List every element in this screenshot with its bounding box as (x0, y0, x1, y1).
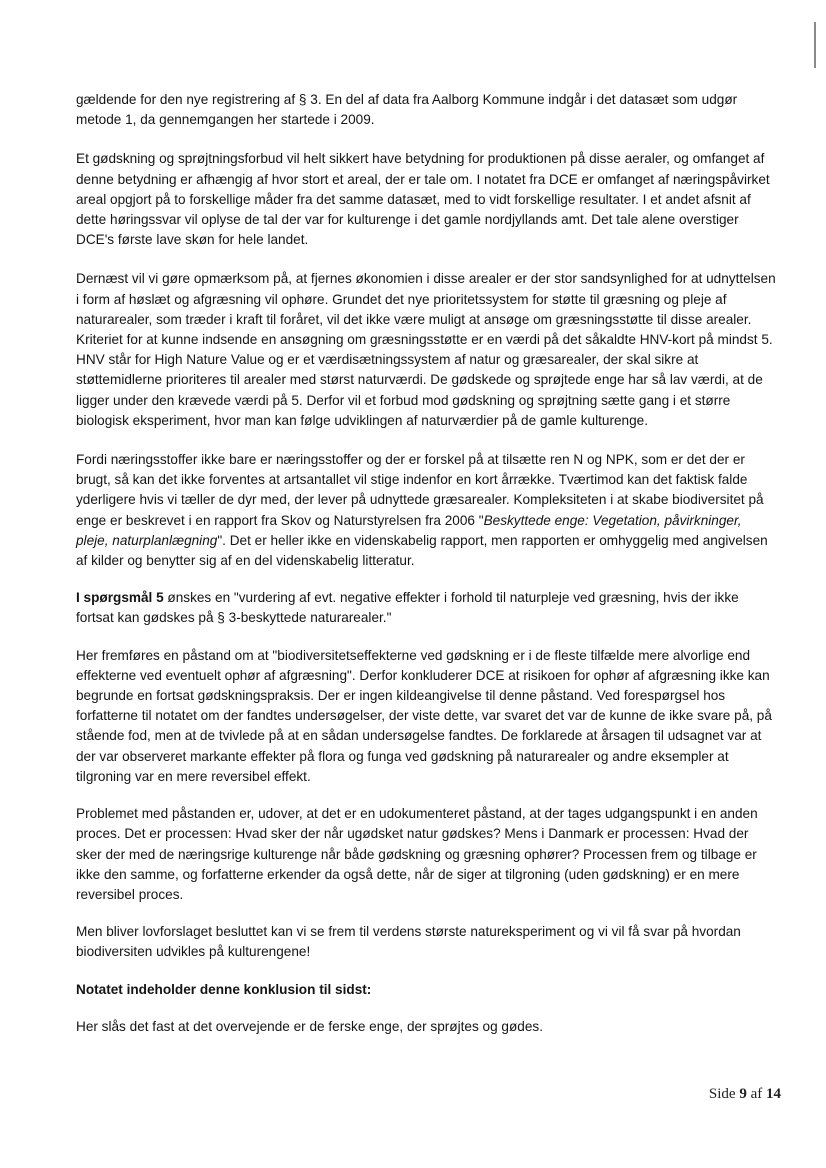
current-page: 9 (739, 1086, 747, 1102)
page-of-label: af (750, 1086, 763, 1102)
page-number (709, 1086, 781, 1103)
paragraph-conclusion: Her slås det fast at det overvejende er de ferske enge, der sprøjtes og gødes. (76, 1018, 543, 1034)
report-title: Beskyttede enge: Vegetation, påvirkninger, pleje, naturplanlægning (76, 512, 742, 548)
paragraph-dce-claim: Her fremføres en påstand om at "biodiversitetseffekterne ved gødskning er i de fleste tilfælde mere alvorlige end effekterne ved eventuelt ophør af afgræsning". Derfor konkluderer DCE at risikoen for ophør af afgræsning ikke kan begrunde en fortsat gødskningspraksis. Der er ingen kildeangivelse til denne påstand. Ved forespørgsel hos forfatterne til notatet om der fandtes undersøgelser, der viste dette, var svaret det var de kunne de ikke svare på, på stående fod, men at de tvivlede på at en sådan undersøgelse fandtes. De forklarede at årsagen til udsagnet var at der var observeret markante effekter på flora og funga ved gødskning på naturarealer og andre eksempler at tilgroning var en mere reversibel effekt. (76, 647, 772, 784)
paragraph-nutrients-text: Fordi næringsstoffer ikke bare er næringsstoffer og der er forskel på at tilsætte ren N og NPK, som er det der er brugt, så kan det ikke forventes at artsantallet vil stige indenfor en kort årrække. Tværtimod kan det faktisk falde yderligere hvis vi tæller de dyr med, der lever på udnyttede græsarealer. Kompleksiteten i at skabe biodiversitet på enge er beskrevet i en rapport fra Skov og Naturstyrelsen fra 2006 " (76, 452, 764, 528)
paragraph-grazing-support: Dernæst vil vi gøre opmærksom på, at fjernes økonomien i disse arealer er der stor sandsynlighed for at udnyttelsen i form af høslæt og afgræsning vil ophøre. Grundet det nye prioritetssystem for støtte til græsning og pleje af naturarealer, som træder i kraft til foråret, vil det ikke være muligt at ansøge om græsningsstøtte til disse arealer. Kriteriet for at kunne indsende en ansøgning om græsningsstøtte er en værdi på det såkaldte HNV-kort på mindst 5. HNV står for High Nature Value og er et værdisætningssystem af natur og græsarealer, der skal sikre at støttemidlerne prioriteres til arealer med størst naturværdi. De gødskede og sprøjtede enge har så lav værdi, at de ligger under den krævede værdi på 5. Derfor vil et forbud mod gødskning og sprøjtning sætte gang i et større biologisk eksperiment, hvor man kan følge udviklingen af naturværdier på de gamle kulturenge. (76, 271, 776, 428)
paragraph-problem-process: Problemet med påstanden er, udover, at det er en udokumenteret påstand, at der tages udgangspunkt i en anden proces. Det er processen: Hvad sker der når ugødsket natur gødskes? Mens i Danmark er processen: Hvad der sker der med de næringsrige kulturenge når både gødskning og græsning ophører? Processen frem og tilbage er ikke den samme, og forfatterne erkender da også dette, når de siger at tilgroning (uden gødskning) er en mere reversibel proces. (76, 806, 758, 902)
document-body (76, 90, 776, 1056)
paragraph-aalborg-data: gældende for den nye registrering af § 3. En del af data fra Aalborg Kommune indgår i det datasæt som udgør metode 1, da gennemgangen her startede i 2009. (76, 92, 738, 128)
paragraph-nutrients-text-end: ". Det er heller ikke en videnskabelig rapport, men rapporten er omhyggelig med angivelsen af kilder og benytter sig af en del videnskabelig litteratur. (76, 532, 768, 569)
paragraph-production-impact: Et gødskning og sprøjtningsforbud vil helt sikkert have betydning for produktionen på disse aeraler, og omfanget af denne betydning er afhængig af hvor stort et areal, der er tale om. I notatet fra DCE er omfanget af næringspåvirket areal opgjort på to forskellige måder fra det samme datasæt, med to vidt forskellige resultater. I et andet afsnit af dette høringssvar vil oplyse de tal der var for kulturenge i det gamle nordjyllands amt. Det tale alene overstiger DCE's første lave skøn for hele landet. (76, 151, 770, 248)
total-pages: 14 (766, 1086, 781, 1102)
paragraph-question-5 (76, 588, 776, 628)
scan-edge-mark (814, 22, 816, 68)
paragraph-experiment: Men bliver lovforslaget besluttet kan vi se frem til verdens største natureksperiment og vi vil få svar på hvordan biodiversiten udvikles på kulturengene! (76, 924, 741, 960)
conclusion-heading: Notatet indeholder denne konklusion til sidst: (76, 981, 372, 997)
paragraph-nutrients-report (76, 450, 776, 571)
question-5-text: ønskes en "vurdering af evt. negative effekter i forhold til naturpleje ved græsning, hvis der ikke fortsat kan gødskes på § 3-beskyttede naturarealer." (76, 590, 739, 626)
question-5-label: I spørgsmål 5 (76, 590, 164, 606)
page-label: Side (708, 1086, 736, 1102)
